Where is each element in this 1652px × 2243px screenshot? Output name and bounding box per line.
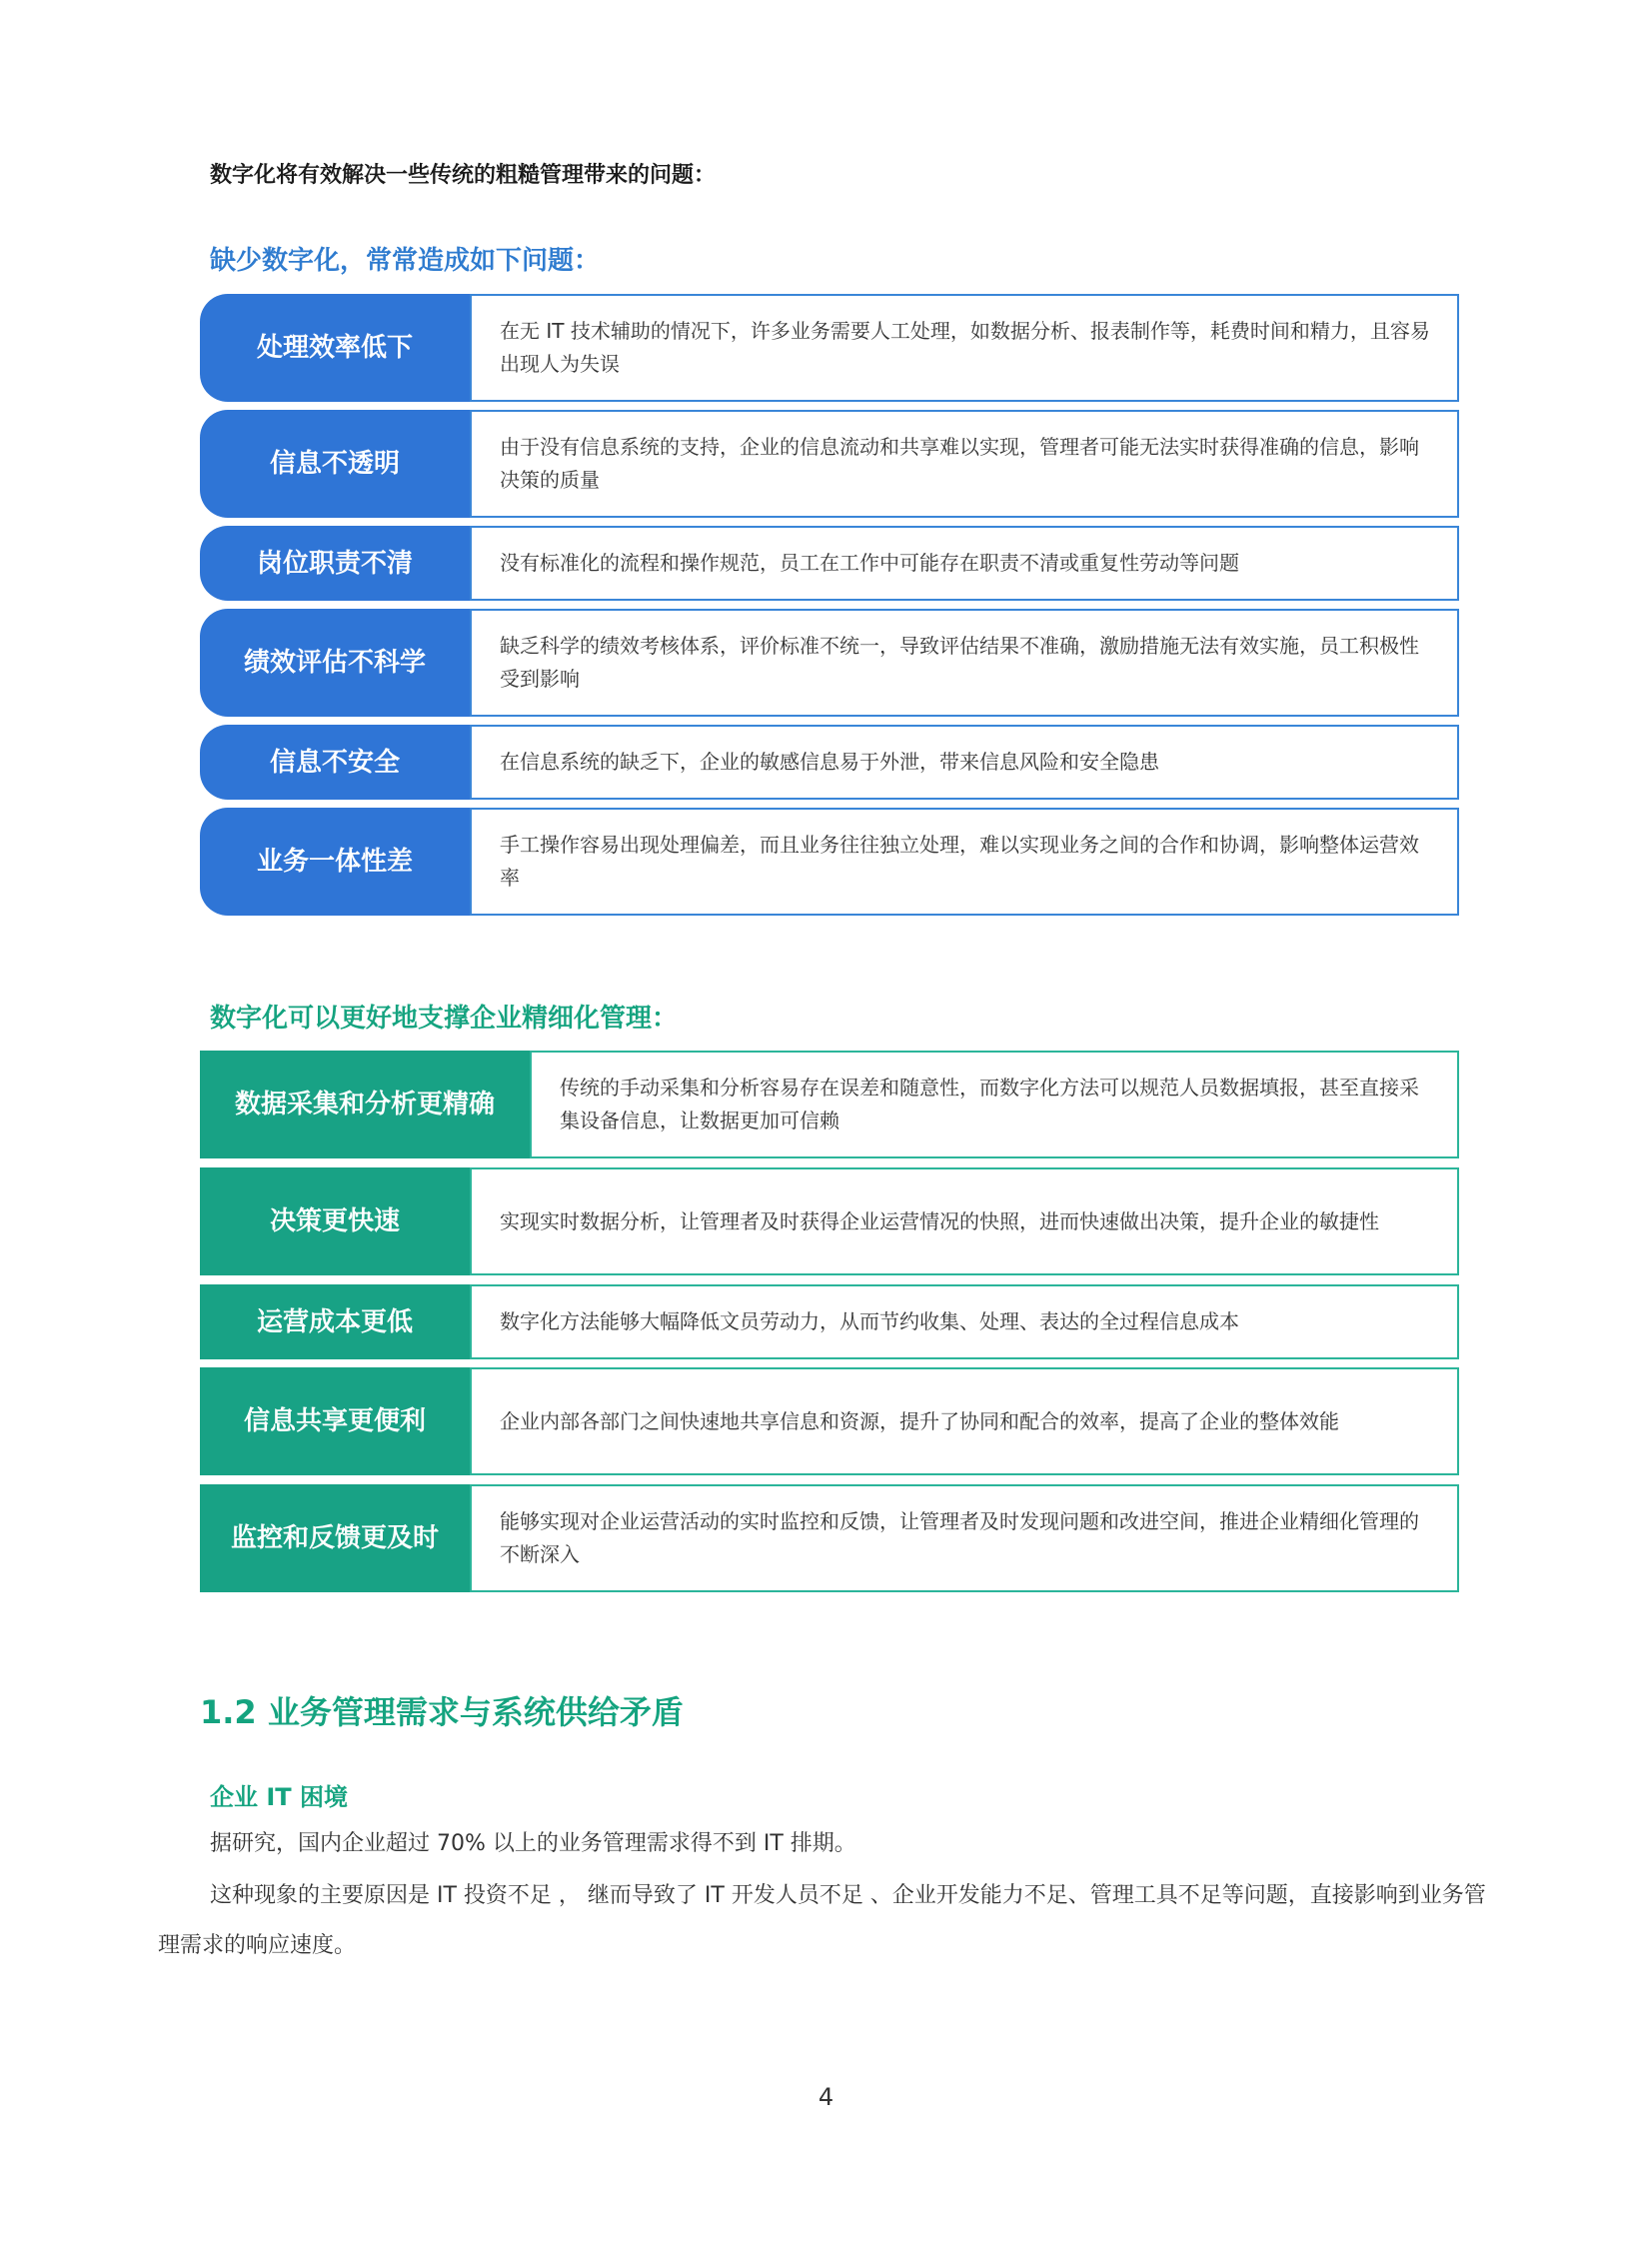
problem-desc: 由于没有信息系统的支持，企业的信息流动和共享难以实现，管理者可能无法实时获得准确的信息，影响决策的质量 (470, 410, 1459, 518)
problem-row (200, 808, 1459, 916)
problem-desc: 没有标准化的流程和操作规范，员工在工作中可能存在职责不清或重复性劳动等问题 (470, 526, 1459, 601)
section-subheading: 企业 IT 困境 (210, 1783, 349, 1811)
problem-row (200, 609, 1459, 717)
problem-row (200, 410, 1459, 518)
intro-text: 数字化将有效解决一些传统的粗糙管理带来的问题： (210, 163, 717, 188)
body-paragraph: 据研究，国内企业超过 70% 以上的业务管理需求得不到 IT 排期。 (210, 1831, 856, 1856)
benefit-desc: 企业内部各部门之间快速地共享信息和资源，提升了协同和配合的效率，提高了企业的整体效能 (470, 1367, 1459, 1475)
benefit-label: 运营成本更低 (200, 1284, 470, 1359)
problem-label: 信息不透明 (200, 410, 470, 518)
problem-desc: 在无 IT 技术辅助的情况下，许多业务需要人工处理，如数据分析、报表制作等，耗费时间和精力，且容易出现人为失误 (470, 294, 1459, 402)
problem-label: 信息不安全 (200, 725, 470, 800)
benefit-row (200, 1367, 1459, 1475)
benefit-desc: 传统的手动采集和分析容易存在误差和随意性，而数字化方法可以规范人员数据填报，甚至直接采集设备信息，让数据更加可信赖 (530, 1051, 1459, 1158)
benefits-title: 数字化可以更好地支撑企业精细化管理： (210, 1004, 679, 1034)
page-number: 4 (818, 2083, 834, 2111)
problem-label: 业务一体性差 (200, 808, 470, 916)
benefit-desc: 能够实现对企业运营活动的实时监控和反馈，让管理者及时发现问题和改进空间，推进企业精细化管理的不断深入 (470, 1484, 1459, 1592)
body-paragraph: 这种现象的主要原因是 IT 投资不足 ， 继而导致了 IT 开发人员不足 、企业开发能力不足、管理工具不足等问题，直接影响到业务管理需求的响应速度。 (158, 1883, 1486, 1958)
benefit-row (200, 1284, 1459, 1359)
problems-title: 缺少数字化，常常造成如下问题： (210, 246, 601, 276)
benefit-label: 数据采集和分析更精确 (200, 1051, 530, 1158)
benefit-row (200, 1051, 1459, 1158)
problem-row (200, 725, 1459, 800)
section-heading: 1.2 业务管理需求与系统供给矛盾 (200, 1693, 684, 1731)
problem-label: 岗位职责不清 (200, 526, 470, 601)
benefit-label: 监控和反馈更及时 (200, 1484, 470, 1592)
problem-label: 处理效率低下 (200, 294, 470, 402)
benefit-desc: 实现实时数据分析，让管理者及时获得企业运营情况的快照，进而快速做出决策，提升企业的敏捷性 (470, 1167, 1459, 1275)
problem-row (200, 526, 1459, 601)
problem-desc: 在信息系统的缺乏下，企业的敏感信息易于外泄，带来信息风险和安全隐患 (470, 725, 1459, 800)
problem-desc: 缺乏科学的绩效考核体系，评价标准不统一，导致评估结果不准确，激励措施无法有效实施，员工积极性受到影响 (470, 609, 1459, 717)
benefit-label: 决策更快速 (200, 1167, 470, 1275)
problem-row (200, 294, 1459, 402)
problem-desc: 手工操作容易出现处理偏差，而且业务往往独立处理，难以实现业务之间的合作和协调，影响整体运营效率 (470, 808, 1459, 916)
benefit-label: 信息共享更便利 (200, 1367, 470, 1475)
problem-label: 绩效评估不科学 (200, 609, 470, 717)
benefit-row (200, 1167, 1459, 1275)
benefit-desc: 数字化方法能够大幅降低文员劳动力，从而节约收集、处理、表达的全过程信息成本 (470, 1284, 1459, 1359)
benefit-row (200, 1484, 1459, 1592)
